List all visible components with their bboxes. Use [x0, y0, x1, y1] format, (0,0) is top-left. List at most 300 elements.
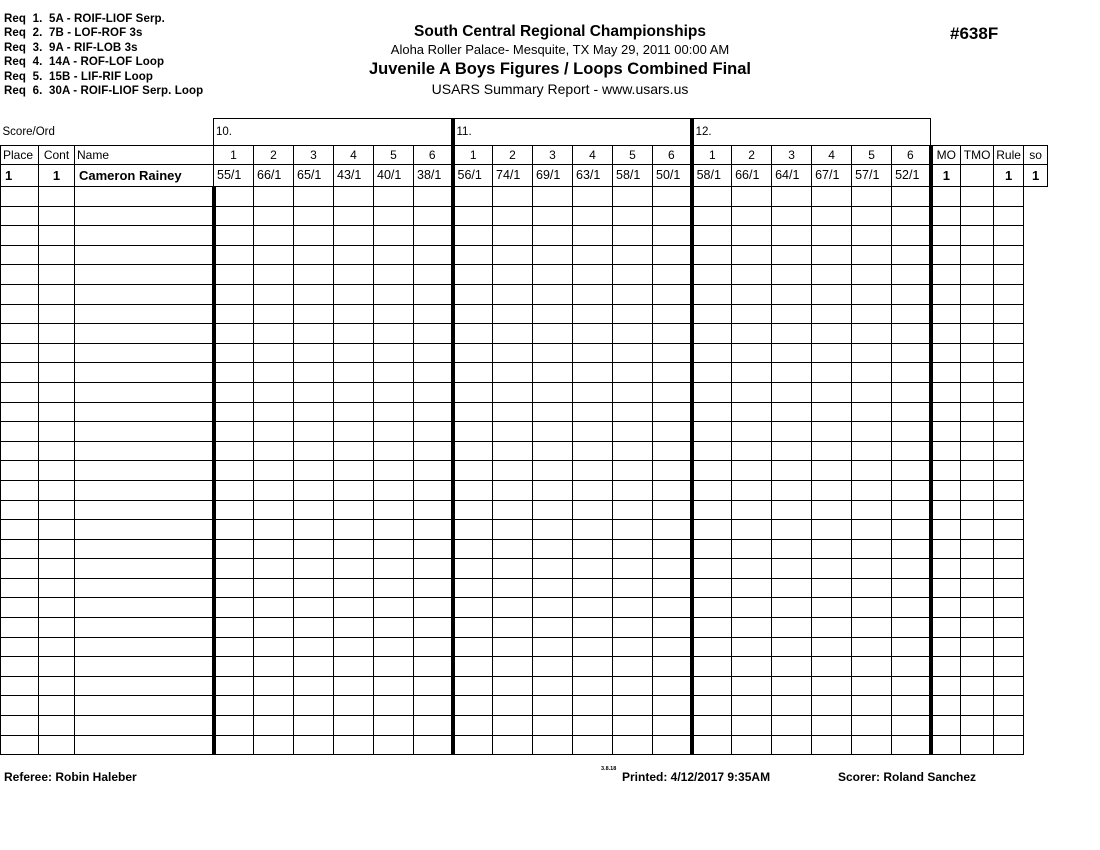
cell-empty — [772, 716, 812, 736]
cell-empty — [573, 324, 613, 344]
cell-empty — [772, 637, 812, 657]
table-row-empty[interactable] — [1, 265, 1048, 285]
cell-empty — [573, 187, 613, 207]
table-row-empty[interactable] — [1, 735, 1048, 755]
table-row-empty[interactable] — [1, 402, 1048, 422]
cell-fig10-judge-1: 55/1 — [214, 165, 254, 187]
cell-empty — [39, 382, 75, 402]
cell-empty — [453, 618, 493, 638]
cell-empty — [374, 696, 414, 716]
cell-empty — [772, 500, 812, 520]
cell-empty — [613, 657, 653, 677]
cell-empty — [533, 598, 573, 618]
cell-empty — [961, 402, 994, 422]
cell-empty — [414, 324, 453, 344]
cell-empty — [414, 578, 453, 598]
cell-empty — [653, 598, 692, 618]
cell-empty — [75, 539, 214, 559]
cell-empty — [533, 226, 573, 246]
cell-empty — [414, 245, 453, 265]
table-row-empty[interactable] — [1, 657, 1048, 677]
event-title: Juvenile A Boys Figures / Loops Combined Final — [369, 60, 751, 78]
table-row-empty[interactable] — [1, 676, 1048, 696]
cell-empty — [214, 676, 254, 696]
cell-empty — [573, 441, 613, 461]
cell-empty — [931, 657, 961, 677]
cell-empty — [294, 304, 334, 324]
column-header-fig11-judge-1: 1 — [453, 146, 493, 165]
cell-empty — [1, 637, 39, 657]
cell-empty — [214, 461, 254, 481]
cell-empty — [493, 363, 533, 383]
venue-date-line: Aloha Roller Palace- Mesquite, TX May 29, 2011 00:00 AM — [390, 42, 730, 57]
cell-empty — [573, 284, 613, 304]
cell-empty — [533, 716, 573, 736]
cell-empty — [453, 441, 493, 461]
cell-empty — [931, 578, 961, 598]
cell-empty — [772, 598, 812, 618]
cell-empty — [453, 500, 493, 520]
cell-empty — [214, 245, 254, 265]
cell-empty — [294, 265, 334, 285]
cell-empty — [374, 226, 414, 246]
cell-empty — [812, 461, 852, 481]
column-header-fig10-judge-2: 2 — [254, 146, 294, 165]
cell-empty — [573, 696, 613, 716]
cell-empty — [573, 461, 613, 481]
cell-empty — [961, 187, 994, 207]
cell-empty — [254, 324, 294, 344]
cell-empty — [961, 206, 994, 226]
cell-empty — [653, 618, 692, 638]
cell-empty — [1, 657, 39, 677]
cell-empty — [493, 500, 533, 520]
cell-empty — [334, 520, 374, 540]
figure-group-header-spacer — [931, 119, 1048, 146]
cell-empty — [254, 637, 294, 657]
cell-empty — [732, 696, 772, 716]
cell-empty — [493, 618, 533, 638]
cell-empty — [334, 598, 374, 618]
cell-empty — [374, 735, 414, 755]
cell-empty — [692, 304, 732, 324]
cell-empty — [334, 226, 374, 246]
cell-empty — [653, 676, 692, 696]
cell-empty — [374, 324, 414, 344]
cell-empty — [414, 187, 453, 207]
cell-empty — [374, 578, 414, 598]
cell-empty — [692, 618, 732, 638]
cell-empty — [613, 578, 653, 598]
cell-empty — [453, 422, 493, 442]
cell-empty — [294, 676, 334, 696]
cell-empty — [75, 265, 214, 285]
cell-empty — [931, 461, 961, 481]
cell-empty — [254, 382, 294, 402]
cell-empty — [1, 716, 39, 736]
cell-empty — [39, 324, 75, 344]
cell-empty — [533, 284, 573, 304]
table-row-empty[interactable] — [1, 461, 1048, 481]
table-row-empty[interactable] — [1, 716, 1048, 736]
cell-empty — [39, 500, 75, 520]
cell-empty — [254, 284, 294, 304]
table-row-empty[interactable] — [1, 598, 1048, 618]
cell-empty — [692, 598, 732, 618]
cell-empty — [892, 520, 931, 540]
cell-empty — [75, 245, 214, 265]
cell-empty — [414, 500, 453, 520]
table-row-empty[interactable] — [1, 245, 1048, 265]
cell-empty — [75, 382, 214, 402]
cell-empty — [1, 363, 39, 383]
cell-empty — [732, 422, 772, 442]
table-row-empty[interactable] — [1, 304, 1048, 324]
cell-empty — [732, 559, 772, 579]
cell-empty — [254, 598, 294, 618]
table-row-empty[interactable] — [1, 382, 1048, 402]
cell-empty — [852, 422, 892, 442]
table-row-empty[interactable] — [1, 480, 1048, 500]
cell-empty — [75, 676, 214, 696]
score-ord-label: Score/Ord — [2, 125, 55, 138]
cell-empty — [1, 500, 39, 520]
cell-empty — [613, 716, 653, 736]
cell-empty — [961, 363, 994, 383]
cell-empty — [254, 422, 294, 442]
cell-empty — [374, 402, 414, 422]
cell-empty — [961, 500, 994, 520]
table-row-empty[interactable] — [1, 500, 1048, 520]
table-row-empty[interactable] — [1, 441, 1048, 461]
column-header-fig11-judge-5: 5 — [613, 146, 653, 165]
cell-empty — [573, 637, 613, 657]
cell-fig12-judge-2: 66/1 — [732, 165, 772, 187]
cell-empty — [493, 343, 533, 363]
cell-empty — [573, 578, 613, 598]
cell-empty — [254, 539, 294, 559]
cell-empty — [374, 676, 414, 696]
cell-empty — [613, 500, 653, 520]
cell-empty — [892, 657, 931, 677]
cell-empty — [653, 363, 692, 383]
cell-empty — [613, 441, 653, 461]
cell-empty — [653, 578, 692, 598]
table-row-empty[interactable] — [1, 422, 1048, 442]
cell-empty — [533, 402, 573, 422]
cell-empty — [294, 520, 334, 540]
cell-empty — [75, 187, 214, 207]
cell-empty — [493, 441, 533, 461]
cell-empty — [772, 618, 812, 638]
cell-empty — [533, 676, 573, 696]
cell-empty — [613, 324, 653, 344]
cell-empty — [334, 265, 374, 285]
cell-empty — [75, 422, 214, 442]
cell-empty — [39, 206, 75, 226]
cell-empty — [653, 265, 692, 285]
cell-empty — [994, 187, 1024, 207]
cell-empty — [961, 539, 994, 559]
cell-empty — [812, 637, 852, 657]
column-header-rule: Rule — [994, 146, 1024, 165]
cell-empty — [374, 343, 414, 363]
cell-empty — [892, 559, 931, 579]
cell-empty — [931, 284, 961, 304]
cell-empty — [573, 343, 613, 363]
column-header-so: so — [1024, 146, 1048, 165]
cell-empty — [653, 657, 692, 677]
cell-empty — [613, 559, 653, 579]
cell-empty — [772, 461, 812, 481]
cell-empty — [414, 265, 453, 285]
cell-empty — [573, 716, 613, 736]
cell-empty — [692, 226, 732, 246]
cell-empty — [692, 480, 732, 500]
cell-empty — [613, 480, 653, 500]
cell-empty — [573, 206, 613, 226]
cell-empty — [573, 402, 613, 422]
table-row-empty[interactable] — [1, 539, 1048, 559]
cell-empty — [852, 716, 892, 736]
cell-empty — [214, 324, 254, 344]
cell-place: 1 — [1, 165, 39, 187]
cell-empty — [892, 187, 931, 207]
cell-empty — [1, 559, 39, 579]
cell-empty — [334, 245, 374, 265]
cell-empty — [892, 539, 931, 559]
cell-empty — [812, 716, 852, 736]
cell-empty — [493, 716, 533, 736]
cell-empty — [812, 206, 852, 226]
cell-empty — [334, 480, 374, 500]
cell-empty — [961, 382, 994, 402]
cell-empty — [732, 187, 772, 207]
cell-empty — [573, 539, 613, 559]
cell-empty — [653, 343, 692, 363]
cell-empty — [75, 284, 214, 304]
cell-empty — [75, 226, 214, 246]
cell-empty — [39, 284, 75, 304]
cell-empty — [573, 480, 613, 500]
cell-empty — [892, 441, 931, 461]
table-row-empty[interactable] — [1, 324, 1048, 344]
cell-empty — [961, 480, 994, 500]
table-row-empty[interactable] — [1, 363, 1048, 383]
cell-empty — [961, 578, 994, 598]
cell-empty — [772, 284, 812, 304]
cell-empty — [812, 324, 852, 344]
cell-empty — [75, 559, 214, 579]
cell-empty — [653, 284, 692, 304]
cell-empty — [254, 578, 294, 598]
cell-empty — [254, 480, 294, 500]
cell-empty — [732, 441, 772, 461]
cell-empty — [414, 716, 453, 736]
cell-empty — [812, 265, 852, 285]
cell-empty — [732, 402, 772, 422]
competition-title: South Central Regional Championships — [414, 23, 706, 40]
table-row-empty[interactable] — [1, 696, 1048, 716]
cell-empty — [533, 187, 573, 207]
cell-empty — [374, 245, 414, 265]
cell-empty — [812, 578, 852, 598]
cell-empty — [39, 696, 75, 716]
cell-empty — [374, 382, 414, 402]
cell-empty — [75, 441, 214, 461]
cell-empty — [892, 500, 931, 520]
cell-empty — [812, 559, 852, 579]
cell-empty — [892, 676, 931, 696]
cell-empty — [75, 480, 214, 500]
cell-empty — [374, 187, 414, 207]
cell-empty — [214, 578, 254, 598]
cell-empty — [732, 304, 772, 324]
cell-empty — [374, 461, 414, 481]
cell-empty — [533, 735, 573, 755]
cell-empty — [493, 657, 533, 677]
cell-empty — [931, 343, 961, 363]
cell-empty — [254, 206, 294, 226]
cell-empty — [39, 441, 75, 461]
cell-empty — [39, 716, 75, 736]
cell-fig10-judge-6: 38/1 — [414, 165, 453, 187]
cell-empty — [931, 559, 961, 579]
cell-empty — [732, 657, 772, 677]
cell-empty — [533, 520, 573, 540]
cell-empty — [892, 304, 931, 324]
column-header-mo: MO — [931, 146, 961, 165]
cell-empty — [493, 676, 533, 696]
cell-empty — [994, 206, 1024, 226]
cell-empty — [75, 696, 214, 716]
table-row-empty[interactable] — [1, 343, 1048, 363]
cell-empty — [254, 657, 294, 677]
cell-empty — [961, 284, 994, 304]
cell-empty — [214, 696, 254, 716]
cell-empty — [414, 343, 453, 363]
table-row-empty[interactable] — [1, 559, 1048, 579]
cell-empty — [732, 284, 772, 304]
cell-empty — [931, 696, 961, 716]
cell-empty — [892, 343, 931, 363]
cell-empty — [334, 441, 374, 461]
cell-empty — [961, 559, 994, 579]
column-header-row — [1, 146, 1048, 165]
cell-empty — [1, 539, 39, 559]
table-row[interactable] — [1, 165, 1048, 187]
cell-empty — [374, 637, 414, 657]
cell-empty — [732, 716, 772, 736]
cell-empty — [892, 245, 931, 265]
cell-empty — [453, 226, 493, 246]
column-header-fig12-judge-3: 3 — [772, 146, 812, 165]
cell-empty — [1, 265, 39, 285]
cell-so: 1 — [1024, 165, 1048, 187]
table-row-empty[interactable] — [1, 206, 1048, 226]
footer — [0, 766, 1100, 790]
cell-empty — [852, 187, 892, 207]
cell-empty — [892, 284, 931, 304]
cell-empty — [214, 441, 254, 461]
cell-empty — [852, 324, 892, 344]
cell-empty — [692, 539, 732, 559]
table-row-empty[interactable] — [1, 578, 1048, 598]
cell-empty — [75, 304, 214, 324]
table-row-empty[interactable] — [1, 187, 1048, 207]
cell-empty — [374, 480, 414, 500]
cell-empty — [334, 187, 374, 207]
cell-empty — [453, 735, 493, 755]
cell-empty — [613, 637, 653, 657]
cell-empty — [573, 422, 613, 442]
cell-empty — [892, 461, 931, 481]
cell-empty — [214, 363, 254, 383]
cell-empty — [334, 696, 374, 716]
cell-empty — [75, 500, 214, 520]
cell-empty — [214, 618, 254, 638]
column-header-fig10-judge-5: 5 — [374, 146, 414, 165]
cell-empty — [414, 226, 453, 246]
cell-empty — [334, 578, 374, 598]
cell-empty — [39, 265, 75, 285]
cell-empty — [75, 657, 214, 677]
table-row-empty[interactable] — [1, 618, 1048, 638]
cell-empty — [493, 206, 533, 226]
cell-empty — [414, 657, 453, 677]
cell-empty — [961, 598, 994, 618]
cell-empty — [374, 206, 414, 226]
table-row-empty[interactable] — [1, 637, 1048, 657]
column-header-fig11-judge-6: 6 — [653, 146, 692, 165]
cell-empty — [573, 304, 613, 324]
cell-empty — [812, 343, 852, 363]
requirement-item: Req 6. 30A - ROIF-LIOF Serp. Loop — [4, 85, 204, 98]
cell-empty — [254, 735, 294, 755]
cell-empty — [653, 187, 692, 207]
cell-empty — [533, 343, 573, 363]
cell-empty — [852, 520, 892, 540]
cell-empty — [294, 480, 334, 500]
event-number: #638F — [950, 24, 999, 43]
cell-empty — [533, 480, 573, 500]
cell-empty — [39, 559, 75, 579]
cell-empty — [75, 461, 214, 481]
cell-empty — [692, 559, 732, 579]
table-row-empty[interactable] — [1, 520, 1048, 540]
cell-empty — [533, 363, 573, 383]
cell-empty — [812, 422, 852, 442]
cell-empty — [254, 676, 294, 696]
cell-empty — [892, 637, 931, 657]
cell-empty — [294, 461, 334, 481]
cell-empty — [493, 284, 533, 304]
cell-empty — [931, 480, 961, 500]
cell-empty — [1, 304, 39, 324]
cell-empty — [453, 559, 493, 579]
cell-empty — [39, 480, 75, 500]
cell-empty — [214, 206, 254, 226]
table-row-empty[interactable] — [1, 226, 1048, 246]
cell-empty — [732, 539, 772, 559]
cell-empty — [533, 422, 573, 442]
cell-empty — [961, 441, 994, 461]
table-row-empty[interactable] — [1, 284, 1048, 304]
cell-empty — [254, 716, 294, 736]
cell-empty — [732, 245, 772, 265]
cell-empty — [692, 637, 732, 657]
cell-empty — [374, 598, 414, 618]
